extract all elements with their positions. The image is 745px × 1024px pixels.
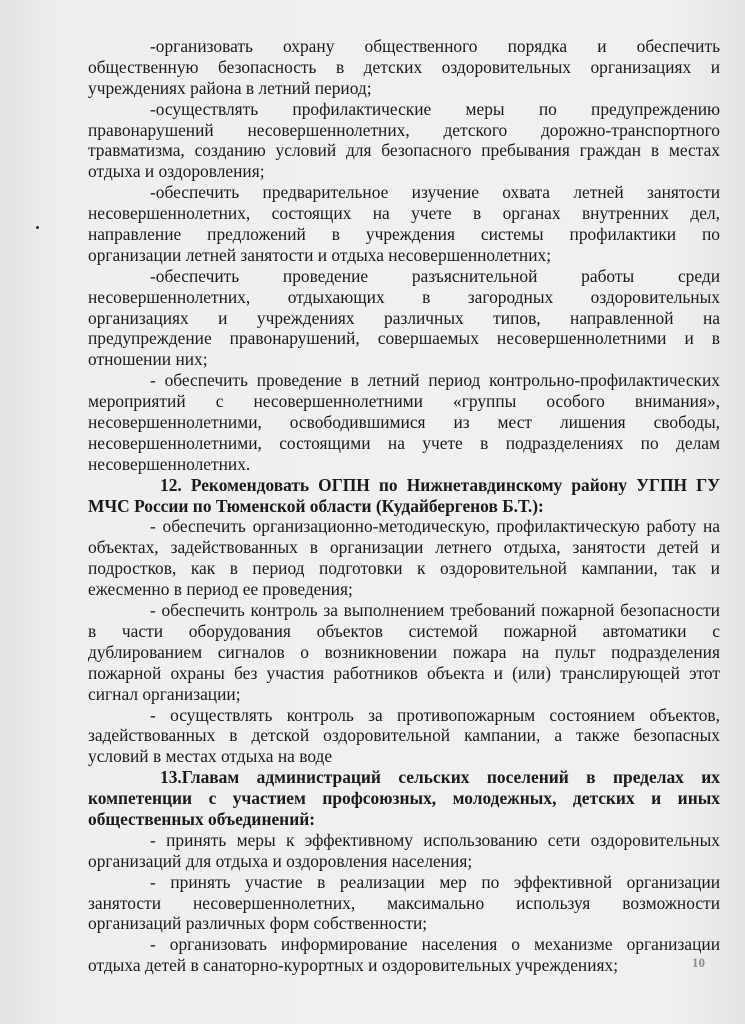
text-line: несовершеннолетними, освободившимися из мест лишения свободы, bbox=[88, 412, 720, 433]
text-line: направление предложений в учреждения системы профилактики по bbox=[88, 224, 720, 245]
text-line: несовершеннолетних, состоящих на учете в органах внутренних дел, bbox=[88, 203, 720, 224]
page-number: 10 bbox=[692, 955, 705, 970]
paragraph bbox=[88, 934, 720, 976]
paragraph bbox=[88, 830, 720, 872]
text-line: - обеспечить контроль за выполнением требований пожарной безопасности bbox=[150, 600, 720, 621]
paragraph bbox=[88, 872, 720, 935]
text-line: условий в местах отдыха на воде bbox=[88, 746, 333, 767]
text-line: сигнал организации; bbox=[88, 683, 241, 704]
text-line: отдыха и оздоровления; bbox=[88, 161, 265, 182]
text-line: травматизма, созданию условий для безопасного пребывания граждан в местах bbox=[88, 140, 720, 161]
paragraph bbox=[88, 370, 720, 474]
text-line: задействованных в детской оздоровительной кампании, а также безопасных bbox=[88, 725, 720, 746]
text-line: дублированием сигналов о возникновении пожара на пульт подразделения bbox=[88, 641, 720, 662]
text-line: отдыха детей в санаторно-курортных и оздоровительных учреждениях; bbox=[88, 955, 619, 976]
text-line: правонарушений несовершеннолетних, детского дорожно-транспортного bbox=[88, 119, 720, 140]
paragraph bbox=[88, 600, 720, 704]
text-line: пожарной охраны без участия работников объекта и (или) транслирующей этот bbox=[88, 662, 720, 683]
text-line: учреждениях района в летний период; bbox=[88, 77, 372, 98]
text-line: -обеспечить предварительное изучение охвата летней занятости bbox=[150, 182, 720, 203]
text-line: несовершеннолетних, отдыхающих в загородных оздоровительных bbox=[88, 286, 720, 307]
paragraph bbox=[88, 182, 720, 266]
paragraph bbox=[88, 99, 720, 183]
text-line: - принять меры к эффективному использованию сети оздоровительных bbox=[150, 829, 720, 850]
section-heading bbox=[88, 767, 720, 830]
text-line: объектах, задействованных в организации летнего отдыха, занятости детей и bbox=[88, 537, 720, 558]
text-line: общественных объединений: bbox=[88, 808, 316, 829]
text-line: 12. Рекомендовать ОГПН по Нижнетавдинскому району УГПН ГУ bbox=[160, 474, 720, 495]
text-line: несовершеннолетними, состоящими на учете в подразделениях по делам bbox=[88, 432, 720, 453]
text-line: МЧС России по Тюменской области (Кудайбергенов Б.Т.): bbox=[88, 495, 544, 516]
document-body bbox=[88, 36, 720, 976]
text-line: занятости несовершеннолетних, максимально используя возможности bbox=[88, 892, 720, 913]
text-line: - организовать информирование населения о механизме организации bbox=[150, 934, 720, 955]
text-line: подростков, как в период подготовки к оздоровительной кампании, так и bbox=[88, 558, 720, 579]
paragraph bbox=[88, 36, 720, 99]
text-line: предупреждение правонарушений, совершаемых несовершеннолетними и в bbox=[88, 328, 720, 349]
paragraph bbox=[88, 705, 720, 768]
text-line: -осуществлять профилактические меры по предупреждению bbox=[150, 98, 720, 119]
text-line: 13.Главам администраций сельских поселений в пределах их bbox=[160, 767, 720, 788]
text-line: -обеспечить проведение разъяснительной работы среди bbox=[150, 265, 720, 286]
text-line: организациях и учреждениях различных типов, направленной на bbox=[88, 307, 720, 328]
scan-speck bbox=[36, 226, 39, 229]
text-line: ежесменно в период ее проведения; bbox=[88, 579, 353, 600]
section-heading bbox=[88, 475, 720, 517]
text-line: - обеспечить организационно-методическую, профилактическую работу на bbox=[150, 516, 720, 537]
text-line: - принять участие в реализации мер по эффективной организации bbox=[150, 871, 720, 892]
text-line: организаций различных форм собственности; bbox=[88, 913, 428, 934]
text-line: в части оборудования объектов системой пожарной автоматики с bbox=[88, 620, 720, 641]
text-line: общественную безопасность в детских оздоровительных организациях и bbox=[88, 56, 720, 77]
paragraph bbox=[88, 266, 720, 370]
text-line: отношении них; bbox=[88, 349, 208, 370]
text-line: компетенции с участием профсоюзных, молодежных, детских и иных bbox=[88, 788, 720, 809]
paragraph bbox=[88, 516, 720, 600]
text-line: -организовать охрану общественного порядка и обеспечить bbox=[150, 36, 720, 56]
text-line: несовершеннолетних. bbox=[88, 453, 251, 474]
text-line: - обеспечить проведение в летний период контрольно-профилактических bbox=[150, 370, 720, 391]
text-line: организации летней занятости и отдыха несовершеннолетних; bbox=[88, 244, 552, 265]
text-line: мероприятий с несовершеннолетними «группы особого внимания», bbox=[88, 391, 720, 412]
text-line: организаций для отдыха и оздоровления населения; bbox=[88, 850, 473, 871]
text-line: - осуществлять контроль за противопожарным состоянием объектов, bbox=[150, 704, 720, 725]
